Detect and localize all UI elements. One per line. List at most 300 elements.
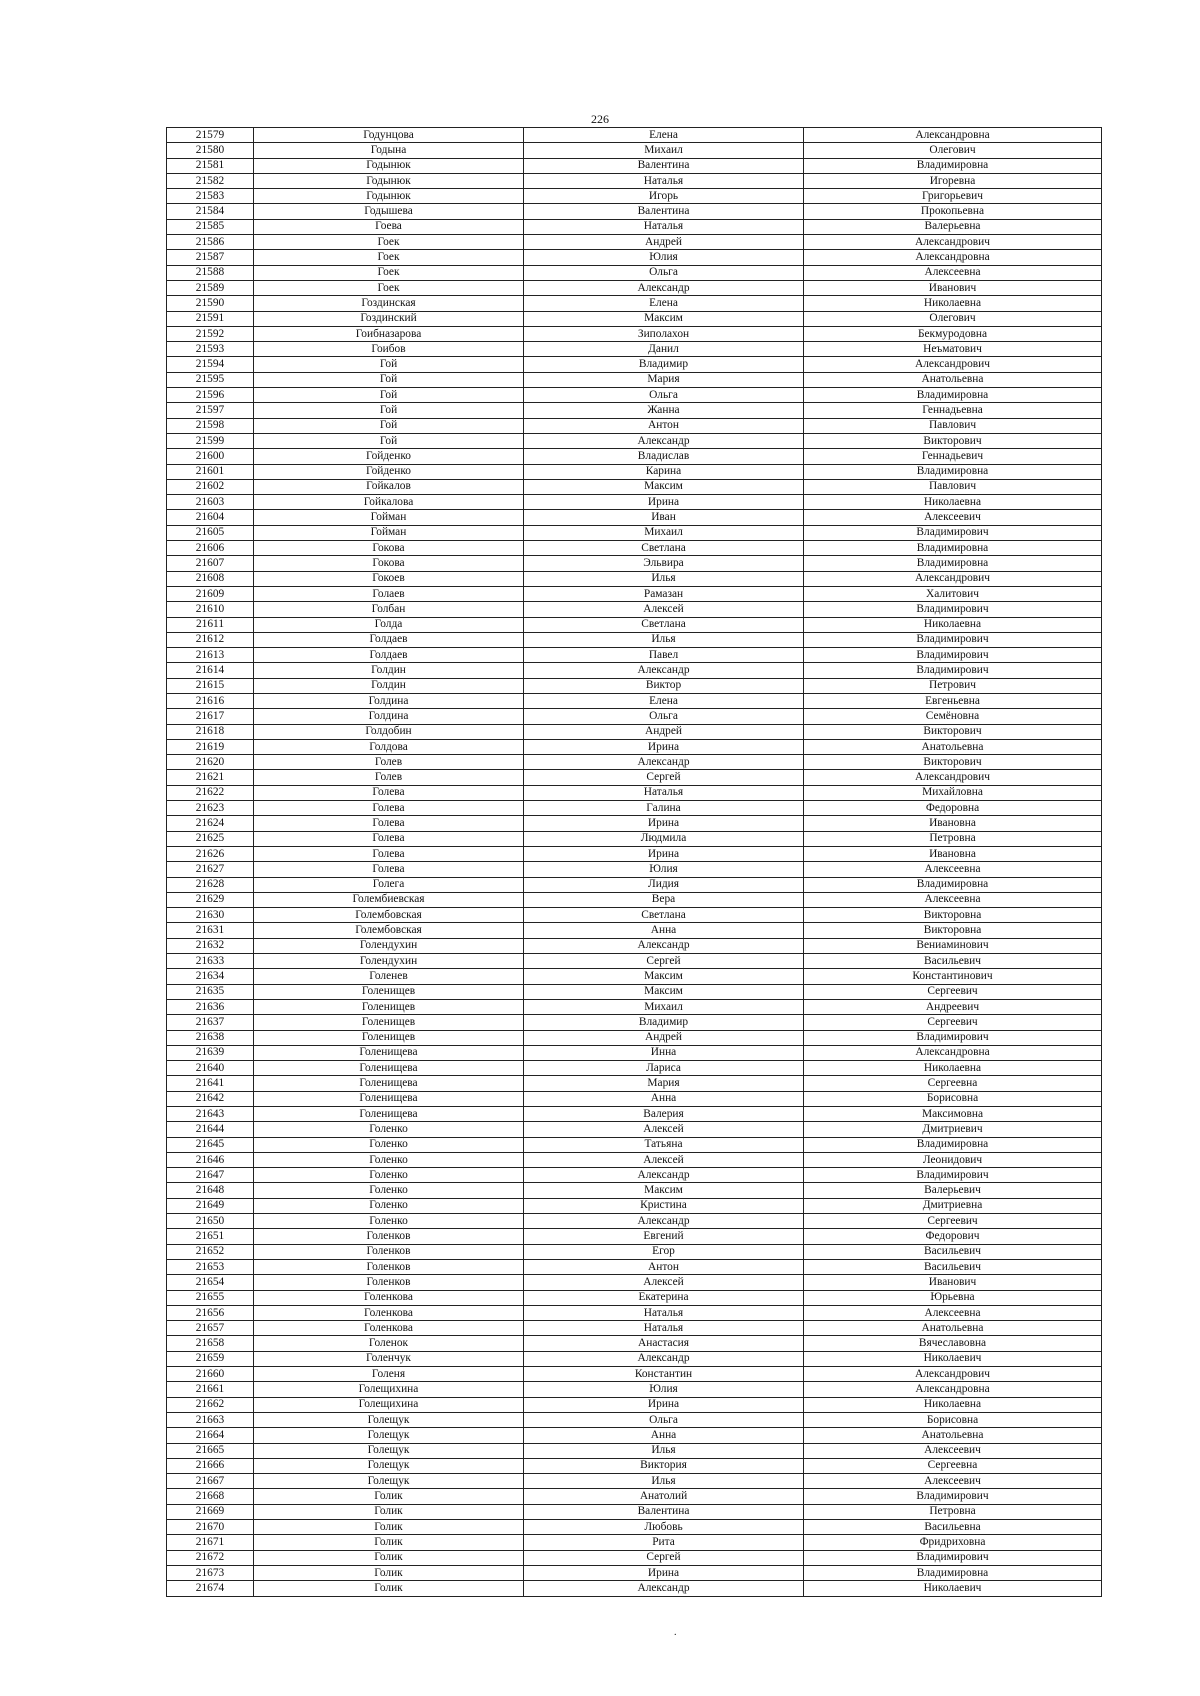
table-row (167, 1489, 1102, 1504)
patronymic-cell: Сергеевич (804, 1214, 1102, 1229)
last-name-cell: Голева (254, 831, 524, 846)
last-name-cell: Годунцова (254, 128, 524, 143)
record-number-cell: 21605 (167, 525, 254, 540)
first-name-cell: Валентина (524, 158, 804, 173)
first-name-cell: Максим (524, 984, 804, 999)
first-name-cell: Константин (524, 1367, 804, 1382)
first-name-cell: Екатерина (524, 1290, 804, 1305)
last-name-cell: Голендухин (254, 938, 524, 953)
table-row (167, 326, 1102, 341)
record-number-cell: 21639 (167, 1045, 254, 1060)
last-name-cell: Голембовская (254, 908, 524, 923)
last-name-cell: Голдаев (254, 632, 524, 647)
record-number-cell: 21666 (167, 1458, 254, 1473)
patronymic-cell: Семёновна (804, 709, 1102, 724)
table-row (167, 1015, 1102, 1030)
table-row (167, 1397, 1102, 1412)
patronymic-cell: Алексеевич (804, 1443, 1102, 1458)
record-number-cell: 21634 (167, 969, 254, 984)
record-number-cell: 21586 (167, 235, 254, 250)
record-number-cell: 21588 (167, 265, 254, 280)
table-row (167, 1183, 1102, 1198)
table-row (167, 189, 1102, 204)
record-number-cell: 21615 (167, 678, 254, 693)
table-row (167, 1428, 1102, 1443)
record-number-cell: 21637 (167, 1015, 254, 1030)
record-number-cell: 21625 (167, 831, 254, 846)
first-name-cell: Мария (524, 1076, 804, 1091)
last-name-cell: Голдова (254, 739, 524, 754)
last-name-cell: Гойман (254, 525, 524, 540)
table-row (167, 1198, 1102, 1213)
patronymic-cell: Ивановна (804, 846, 1102, 861)
record-number-cell: 21589 (167, 280, 254, 295)
record-number-cell: 21579 (167, 128, 254, 143)
last-name-cell: Гокоев (254, 571, 524, 586)
last-name-cell: Голенищева (254, 1107, 524, 1122)
last-name-cell: Голещук (254, 1443, 524, 1458)
table-row (167, 571, 1102, 586)
last-name-cell: Голдин (254, 663, 524, 678)
first-name-cell: Галина (524, 801, 804, 816)
last-name-cell: Голенок (254, 1336, 524, 1351)
patronymic-cell: Владимирович (804, 602, 1102, 617)
first-name-cell: Михаил (524, 999, 804, 1014)
first-name-cell: Юлия (524, 250, 804, 265)
record-number-cell: 21627 (167, 862, 254, 877)
first-name-cell: Светлана (524, 617, 804, 632)
patronymic-cell: Сергеевна (804, 1076, 1102, 1091)
first-name-cell: Илья (524, 571, 804, 586)
last-name-cell: Голенко (254, 1214, 524, 1229)
last-name-cell: Гокова (254, 556, 524, 571)
last-name-cell: Голик (254, 1565, 524, 1580)
first-name-cell: Владимир (524, 357, 804, 372)
record-number-cell: 21599 (167, 433, 254, 448)
table-row (167, 525, 1102, 540)
record-number-cell: 21619 (167, 739, 254, 754)
record-number-cell: 21629 (167, 892, 254, 907)
last-name-cell: Голдин (254, 678, 524, 693)
first-name-cell: Александр (524, 1214, 804, 1229)
first-name-cell: Светлана (524, 908, 804, 923)
first-name-cell: Анатолий (524, 1489, 804, 1504)
first-name-cell: Илья (524, 1474, 804, 1489)
first-name-cell: Наталья (524, 1305, 804, 1320)
record-number-cell: 21659 (167, 1351, 254, 1366)
first-name-cell: Андрей (524, 235, 804, 250)
table-row (167, 816, 1102, 831)
record-number-cell: 21587 (167, 250, 254, 265)
record-number-cell: 21671 (167, 1535, 254, 1550)
record-number-cell: 21628 (167, 877, 254, 892)
last-name-cell: Годышева (254, 204, 524, 219)
last-name-cell: Гой (254, 418, 524, 433)
last-name-cell: Голенкова (254, 1290, 524, 1305)
record-number-cell: 21607 (167, 556, 254, 571)
patronymic-cell: Владимировна (804, 464, 1102, 479)
last-name-cell: Гоек (254, 250, 524, 265)
last-name-cell: Гойденко (254, 464, 524, 479)
table-row (167, 1382, 1102, 1397)
first-name-cell: Анна (524, 923, 804, 938)
record-number-cell: 21614 (167, 663, 254, 678)
record-number-cell: 21646 (167, 1152, 254, 1167)
last-name-cell: Годынюк (254, 158, 524, 173)
table-row (167, 1581, 1102, 1596)
first-name-cell: Ирина (524, 1397, 804, 1412)
last-name-cell: Голенищева (254, 1076, 524, 1091)
first-name-cell: Елена (524, 693, 804, 708)
last-name-cell: Голенко (254, 1183, 524, 1198)
table-row (167, 602, 1102, 617)
table-row (167, 1443, 1102, 1458)
first-name-cell: Наталья (524, 1321, 804, 1336)
table-row (167, 831, 1102, 846)
record-number-cell: 21652 (167, 1244, 254, 1259)
last-name-cell: Голева (254, 801, 524, 816)
table-row (167, 158, 1102, 173)
last-name-cell: Гойкалова (254, 495, 524, 510)
patronymic-cell: Александрович (804, 357, 1102, 372)
first-name-cell: Инна (524, 1045, 804, 1060)
last-name-cell: Гоздинский (254, 311, 524, 326)
first-name-cell: Евгений (524, 1229, 804, 1244)
patronymic-cell: Федоровна (804, 801, 1102, 816)
first-name-cell: Светлана (524, 541, 804, 556)
table-row (167, 648, 1102, 663)
patronymic-cell: Алексеевна (804, 1305, 1102, 1320)
first-name-cell: Максим (524, 969, 804, 984)
table-row (167, 954, 1102, 969)
record-number-cell: 21608 (167, 571, 254, 586)
table-row (167, 586, 1102, 601)
patronymic-cell: Анатольевна (804, 1321, 1102, 1336)
patronymic-cell: Александрович (804, 235, 1102, 250)
last-name-cell: Гойман (254, 510, 524, 525)
last-name-cell: Голенков (254, 1244, 524, 1259)
record-number-cell: 21633 (167, 954, 254, 969)
last-name-cell: Голик (254, 1550, 524, 1565)
last-name-cell: Гойкалов (254, 479, 524, 494)
record-number-cell: 21668 (167, 1489, 254, 1504)
table-row (167, 1565, 1102, 1580)
patronymic-cell: Николаевич (804, 1581, 1102, 1596)
record-number-cell: 21613 (167, 648, 254, 663)
first-name-cell: Ольга (524, 1412, 804, 1427)
patronymic-cell: Васильевна (804, 1520, 1102, 1535)
patronymic-cell: Сергеевна (804, 1458, 1102, 1473)
table-row (167, 1412, 1102, 1427)
patronymic-cell: Фридриховна (804, 1535, 1102, 1550)
first-name-cell: Ирина (524, 495, 804, 510)
table-row (167, 770, 1102, 785)
patronymic-cell: Владимировна (804, 1565, 1102, 1580)
first-name-cell: Юлия (524, 1382, 804, 1397)
last-name-cell: Голик (254, 1489, 524, 1504)
last-name-cell: Гоек (254, 265, 524, 280)
table-row (167, 143, 1102, 158)
first-name-cell: Вера (524, 892, 804, 907)
patronymic-cell: Анатольевна (804, 739, 1102, 754)
last-name-cell: Голембиевская (254, 892, 524, 907)
table-row (167, 204, 1102, 219)
patronymic-cell: Алексеевич (804, 1474, 1102, 1489)
first-name-cell: Виктория (524, 1458, 804, 1473)
last-name-cell: Голенищева (254, 1045, 524, 1060)
record-number-cell: 21667 (167, 1474, 254, 1489)
record-number-cell: 21651 (167, 1229, 254, 1244)
table-row (167, 877, 1102, 892)
last-name-cell: Голенко (254, 1137, 524, 1152)
last-name-cell: Гой (254, 388, 524, 403)
patronymic-cell: Вячеславовна (804, 1336, 1102, 1351)
patronymic-cell: Дмитриевна (804, 1198, 1102, 1213)
first-name-cell: Виктор (524, 678, 804, 693)
table-row (167, 984, 1102, 999)
last-name-cell: Голенкова (254, 1305, 524, 1320)
registry-table (166, 127, 1102, 1597)
patronymic-cell: Владимирович (804, 1168, 1102, 1183)
first-name-cell: Данил (524, 342, 804, 357)
record-number-cell: 21621 (167, 770, 254, 785)
first-name-cell: Александр (524, 1581, 804, 1596)
patronymic-cell: Прокопьевна (804, 204, 1102, 219)
last-name-cell: Голева (254, 862, 524, 877)
table-row (167, 663, 1102, 678)
patronymic-cell: Олегович (804, 143, 1102, 158)
record-number-cell: 21653 (167, 1259, 254, 1274)
last-name-cell: Голенищев (254, 1030, 524, 1045)
record-number-cell: 21604 (167, 510, 254, 525)
patronymic-cell: Александрович (804, 1367, 1102, 1382)
first-name-cell: Александр (524, 1351, 804, 1366)
patronymic-cell: Михайловна (804, 785, 1102, 800)
patronymic-cell: Владимировна (804, 158, 1102, 173)
patronymic-cell: Павлович (804, 479, 1102, 494)
last-name-cell: Голенищева (254, 1091, 524, 1106)
patronymic-cell: Дмитриевич (804, 1122, 1102, 1137)
last-name-cell: Гой (254, 433, 524, 448)
first-name-cell: Егор (524, 1244, 804, 1259)
patronymic-cell: Григорьевич (804, 189, 1102, 204)
patronymic-cell: Владимирович (804, 632, 1102, 647)
first-name-cell: Валентина (524, 204, 804, 219)
first-name-cell: Мария (524, 372, 804, 387)
record-number-cell: 21624 (167, 816, 254, 831)
table-row (167, 908, 1102, 923)
patronymic-cell: Николаевна (804, 495, 1102, 510)
first-name-cell: Александр (524, 1168, 804, 1183)
last-name-cell: Гой (254, 403, 524, 418)
first-name-cell: Елена (524, 128, 804, 143)
patronymic-cell: Максимовна (804, 1107, 1102, 1122)
first-name-cell: Наталья (524, 785, 804, 800)
table-row (167, 1229, 1102, 1244)
table-row (167, 1535, 1102, 1550)
patronymic-cell: Владимировна (804, 541, 1102, 556)
last-name-cell: Гоздинская (254, 296, 524, 311)
first-name-cell: Анна (524, 1428, 804, 1443)
first-name-cell: Ирина (524, 846, 804, 861)
table-row (167, 403, 1102, 418)
patronymic-cell: Бекмуродовна (804, 326, 1102, 341)
record-number-cell: 21602 (167, 479, 254, 494)
table-row (167, 1045, 1102, 1060)
table-row (167, 1137, 1102, 1152)
table-row (167, 785, 1102, 800)
first-name-cell: Ирина (524, 1565, 804, 1580)
patronymic-cell: Петровна (804, 1504, 1102, 1519)
record-number-cell: 21649 (167, 1198, 254, 1213)
table-row (167, 938, 1102, 953)
patronymic-cell: Иванович (804, 1275, 1102, 1290)
first-name-cell: Александр (524, 663, 804, 678)
first-name-cell: Павел (524, 648, 804, 663)
last-name-cell: Голещук (254, 1474, 524, 1489)
record-number-cell: 21612 (167, 632, 254, 647)
record-number-cell: 21582 (167, 173, 254, 188)
table-row (167, 1520, 1102, 1535)
patronymic-cell: Анатольевна (804, 372, 1102, 387)
table-row (167, 1305, 1102, 1320)
last-name-cell: Годынюк (254, 189, 524, 204)
table-row (167, 724, 1102, 739)
table-row (167, 846, 1102, 861)
first-name-cell: Александр (524, 755, 804, 770)
record-number-cell: 21581 (167, 158, 254, 173)
patronymic-cell: Игоревна (804, 173, 1102, 188)
patronymic-cell: Владимирович (804, 648, 1102, 663)
patronymic-cell: Неъматович (804, 342, 1102, 357)
patronymic-cell: Олегович (804, 311, 1102, 326)
patronymic-cell: Александровна (804, 128, 1102, 143)
first-name-cell: Илья (524, 632, 804, 647)
table-row (167, 1091, 1102, 1106)
patronymic-cell: Алексеевна (804, 265, 1102, 280)
last-name-cell: Гоибов (254, 342, 524, 357)
first-name-cell: Любовь (524, 1520, 804, 1535)
patronymic-cell: Борисовна (804, 1091, 1102, 1106)
record-number-cell: 21622 (167, 785, 254, 800)
record-number-cell: 21650 (167, 1214, 254, 1229)
record-number-cell: 21631 (167, 923, 254, 938)
first-name-cell: Эльвира (524, 556, 804, 571)
first-name-cell: Ирина (524, 739, 804, 754)
record-number-cell: 21595 (167, 372, 254, 387)
patronymic-cell: Сергеевич (804, 984, 1102, 999)
record-number-cell: 21663 (167, 1412, 254, 1427)
record-number-cell: 21603 (167, 495, 254, 510)
first-name-cell: Наталья (524, 219, 804, 234)
patronymic-cell: Александровна (804, 250, 1102, 265)
record-number-cell: 21616 (167, 693, 254, 708)
last-name-cell: Голещихина (254, 1382, 524, 1397)
table-row (167, 449, 1102, 464)
patronymic-cell: Владимирович (804, 1030, 1102, 1045)
first-name-cell: Людмила (524, 831, 804, 846)
record-number-cell: 21590 (167, 296, 254, 311)
record-number-cell: 21638 (167, 1030, 254, 1045)
table-row (167, 280, 1102, 295)
table-row (167, 311, 1102, 326)
table-row (167, 755, 1102, 770)
patronymic-cell: Владимирович (804, 1489, 1102, 1504)
first-name-cell: Антон (524, 418, 804, 433)
patronymic-cell: Николаевна (804, 617, 1102, 632)
record-number-cell: 21593 (167, 342, 254, 357)
first-name-cell: Анастасия (524, 1336, 804, 1351)
patronymic-cell: Александровна (804, 1382, 1102, 1397)
record-number-cell: 21596 (167, 388, 254, 403)
record-number-cell: 21662 (167, 1397, 254, 1412)
table-row (167, 1168, 1102, 1183)
last-name-cell: Голега (254, 877, 524, 892)
patronymic-cell: Анатольевна (804, 1428, 1102, 1443)
table-row (167, 709, 1102, 724)
first-name-cell: Максим (524, 479, 804, 494)
last-name-cell: Голенко (254, 1198, 524, 1213)
record-number-cell: 21583 (167, 189, 254, 204)
last-name-cell: Голенищев (254, 1015, 524, 1030)
last-name-cell: Голбан (254, 602, 524, 617)
record-number-cell: 21654 (167, 1275, 254, 1290)
patronymic-cell: Васильевич (804, 1244, 1102, 1259)
table-row (167, 464, 1102, 479)
table-row (167, 969, 1102, 984)
first-name-cell: Максим (524, 1183, 804, 1198)
record-number-cell: 21610 (167, 602, 254, 617)
last-name-cell: Гоек (254, 235, 524, 250)
table-row (167, 235, 1102, 250)
table-row (167, 1504, 1102, 1519)
patronymic-cell: Валерьевич (804, 1183, 1102, 1198)
record-number-cell: 21635 (167, 984, 254, 999)
patronymic-cell: Викторович (804, 433, 1102, 448)
first-name-cell: Татьяна (524, 1137, 804, 1152)
table-row (167, 173, 1102, 188)
first-name-cell: Юлия (524, 862, 804, 877)
record-number-cell: 21640 (167, 1061, 254, 1076)
last-name-cell: Голенков (254, 1259, 524, 1274)
first-name-cell: Александр (524, 938, 804, 953)
table-row (167, 357, 1102, 372)
table-row (167, 617, 1102, 632)
last-name-cell: Голещук (254, 1458, 524, 1473)
last-name-cell: Голенко (254, 1168, 524, 1183)
table-row (167, 250, 1102, 265)
footer-mark: . (674, 1627, 677, 1638)
last-name-cell: Голенищев (254, 984, 524, 999)
table-row (167, 433, 1102, 448)
table-row (167, 1214, 1102, 1229)
first-name-cell: Анна (524, 1091, 804, 1106)
last-name-cell: Голдобин (254, 724, 524, 739)
patronymic-cell: Владимировна (804, 388, 1102, 403)
table-row (167, 999, 1102, 1014)
first-name-cell: Сергей (524, 1550, 804, 1565)
patronymic-cell: Владимирович (804, 525, 1102, 540)
first-name-cell: Иван (524, 510, 804, 525)
first-name-cell: Александр (524, 433, 804, 448)
last-name-cell: Голембовская (254, 923, 524, 938)
patronymic-cell: Владимировна (804, 1137, 1102, 1152)
first-name-cell: Антон (524, 1259, 804, 1274)
patronymic-cell: Вениаминович (804, 938, 1102, 953)
record-number-cell: 21594 (167, 357, 254, 372)
last-name-cell: Голенков (254, 1229, 524, 1244)
first-name-cell: Ольга (524, 265, 804, 280)
